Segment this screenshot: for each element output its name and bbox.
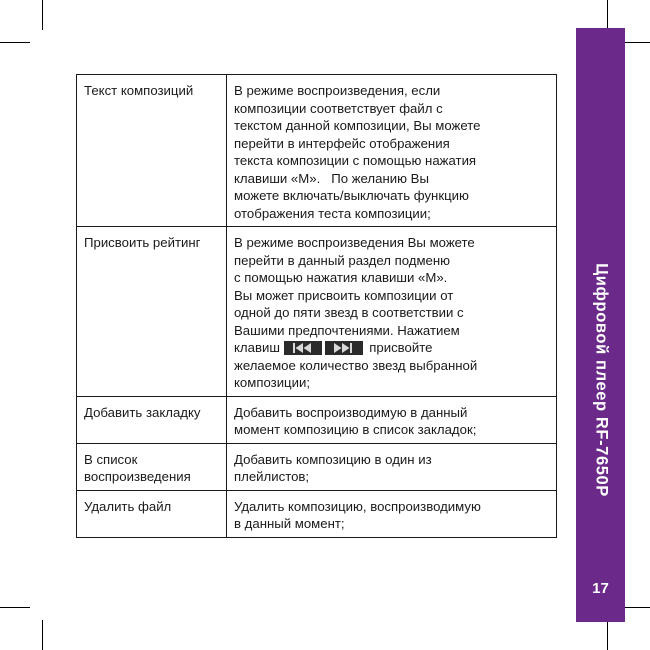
description-line: в данный момент; <box>234 516 345 531</box>
table-row <box>77 443 557 490</box>
term-cell: Присвоить рейтинг <box>77 227 227 397</box>
term-cell: Удалить файл <box>77 490 227 537</box>
description-line: плейлистов; <box>234 469 310 484</box>
description-line: композиции; <box>234 375 311 390</box>
description-line: В режиме воспроизведения Вы можете <box>234 235 475 250</box>
description-line: Добавить композицию в один из <box>234 451 432 467</box>
keys-prefix: клавиш <box>234 340 280 355</box>
description-cell <box>227 490 557 537</box>
crop-mark <box>0 42 30 43</box>
description-line: Удалить композицию, воспроизводимую <box>234 498 481 514</box>
description-line: желаемое количество звезд выбранной <box>234 357 478 373</box>
description-line-with-keys <box>234 339 550 357</box>
table-row <box>77 227 557 397</box>
table-row <box>77 396 557 443</box>
description-line: Добавить воспроизводимую в данный <box>234 404 468 420</box>
table-row <box>77 490 557 537</box>
functions-table <box>76 74 557 538</box>
description-line: одной до пяти звезд в соответствии с <box>234 305 464 320</box>
crop-mark <box>607 620 608 650</box>
keys-suffix: присвойте <box>369 340 433 355</box>
crop-mark <box>0 607 30 608</box>
description-cell <box>227 227 557 397</box>
description-cell <box>227 396 557 443</box>
table-row <box>77 75 557 227</box>
term-cell: Текст композиций <box>77 75 227 227</box>
description-line: Вы может присвоить композиции от <box>234 287 454 303</box>
sidebar-title: Цифровой плеер RF-7650P <box>592 263 610 497</box>
crop-mark <box>42 620 43 650</box>
description-line: перейти в данный раздел подменю <box>234 252 451 268</box>
description-line: с помощью нажатия клавиши «M». <box>234 270 448 285</box>
description-line: В режиме воспроизведения, если <box>234 83 441 98</box>
description-line: клавиши «M». По желанию Вы <box>234 170 429 186</box>
term-cell: Добавить закладку <box>77 396 227 443</box>
description-line: композиции соответствует файл с <box>234 100 443 116</box>
description-line: текста композиции с помощью нажатия <box>234 153 477 168</box>
description-line: перейти в интерфейс отображения <box>234 135 450 151</box>
description-cell <box>227 443 557 490</box>
term-cell: В список воспроизведения <box>77 443 227 490</box>
crop-mark <box>42 0 43 30</box>
description-line: момент композицию в список закладок; <box>234 422 477 437</box>
description-line: можете включать/выключать функцию <box>234 188 469 203</box>
description-line: Вашими предпочтениями. Нажатием <box>234 322 460 338</box>
next-track-icon <box>325 341 363 355</box>
description-line: отображения теста композиции; <box>234 205 431 221</box>
description-line: текстом данной композиции, Вы можете <box>234 118 481 133</box>
crop-mark <box>607 0 608 30</box>
previous-track-icon <box>284 341 322 355</box>
description-cell <box>227 75 557 227</box>
page-sidebar <box>576 28 625 622</box>
page-number: 17 <box>592 580 609 597</box>
